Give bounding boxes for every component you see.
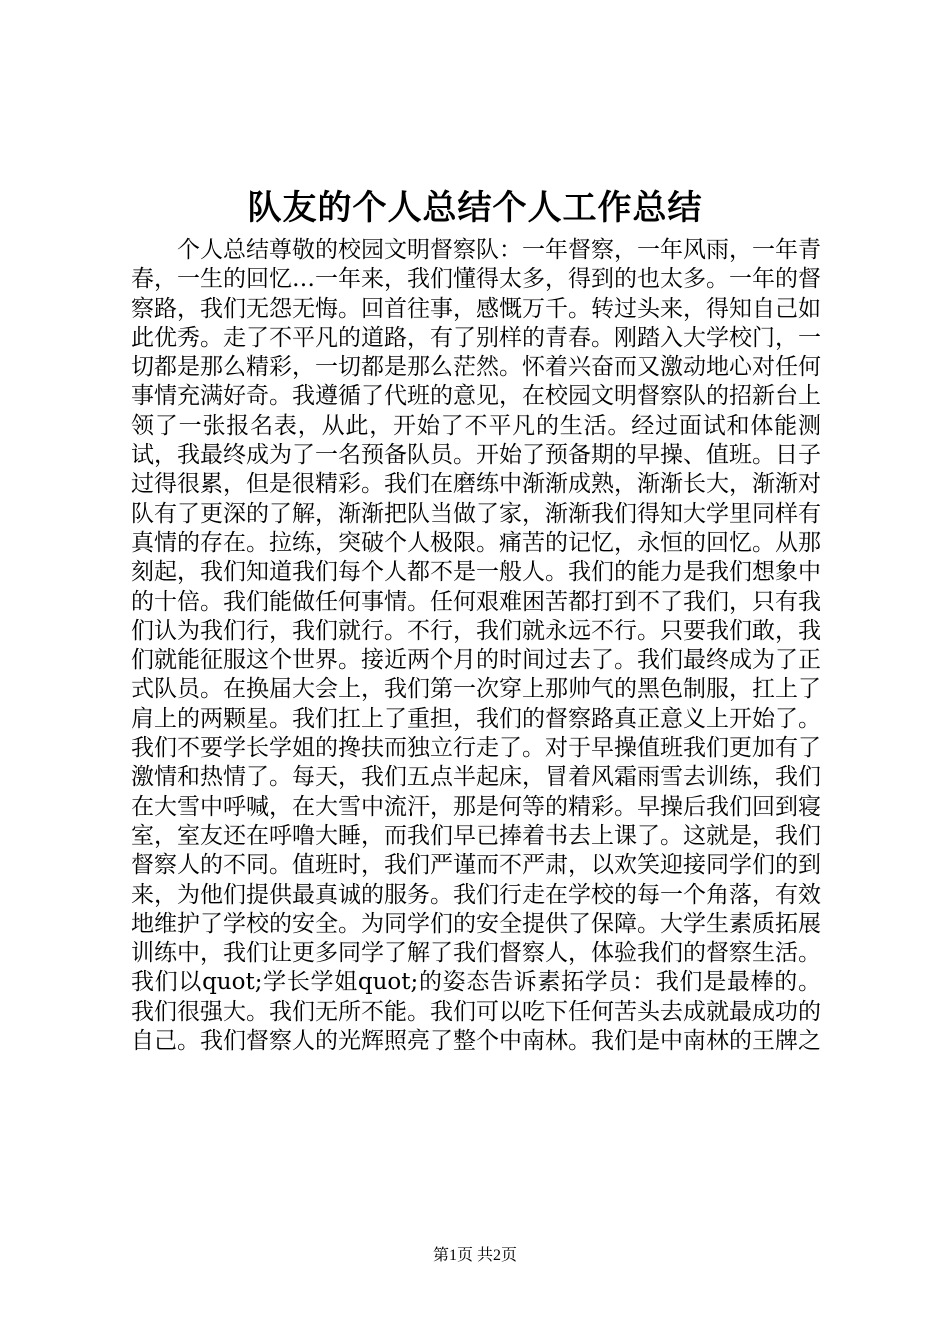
document-title: 队友的个人总结个人工作总结 [247,188,703,228]
page-number-footer: 第1页 共2页 [432,1247,517,1264]
document-body-paragraph: 个人总结尊敬的校园文明督察队：一年督察，一年风雨，一年青春，一生的回忆…一年来，我们懂得太多，得到的也太多。一年的督察路，我们无怨无悔。回首往事，感慨万千。转过头来，得知自己如此优秀。走了不平凡的道路，有了别样的青春。刚踏入大学校门，一切都是那么精彩，一切都是那么茫然。怀着兴奋而又激动地心对任何事情充满好奇。我遵循了代班的意见，在校园文明督察队的招新台上领了一张报名表，从此，开始了不平凡的生活。经过面试和体能测试，我最终成为了一名预备队员。开始了预备期的早操、值班。日子过得很累，但是很精彩。我们在磨练中渐渐成熟，渐渐长大，渐渐对队有了更深的了解，渐渐把队当做了家，渐渐我们得知大学里同样有真情的存在。拉练，突破个人极限。痛苦的记忆，永恒的回忆。从那刻起，我们知道我们每个人都不是一般人。我们的能力是我们想象中的十倍。我们能做任何事情。任何艰难困苦都打到不了我们，只有我们认为我们行，我们就行。不行，我们就永远不行。只要我们敢，我们就能征服这个世界。接近两个月的时间过去了。我们最终成为了正式队员。在换届大会上，我们第一次穿上那帅气的黑色制服，扛上了肩上的两颗星。我们扛上了重担，我们的督察路真正意义上开始了。我们不要学长学姐的搀扶而独立行走了。对于早操值班我们更加有了激情和热情了。每天，我们五点半起床，冒着风霜雨雪去训练，我们在大雪中呼喊，在大雪中流汗，那是何等的精彩。早操后我们回到寝室，室友还在呼噜大睡，而我们早已捧着书去上课了。这就是，我们督察人的不同。值班时，我们严谨而不严肃，以欢笑迎接同学们的到来，为他们提供最真诚的服务。我们行走在学校的每一个角落，有效地维护了学校的安全。为同学们的安全提供了保障。大学生素质拓展训练中，我们让更多同学了解了我们督察人，体验我们的督察生活。我们以quot;学长学姐quot;的姿态告诉素拓学员：我们是最棒的。我们很强大。我们无所不能。我们可以吃下任何苦头去成就最成功的自己。我们督察人的光辉照亮了整个中南林。我们是中南林的王牌之 [131,237,821,1055]
